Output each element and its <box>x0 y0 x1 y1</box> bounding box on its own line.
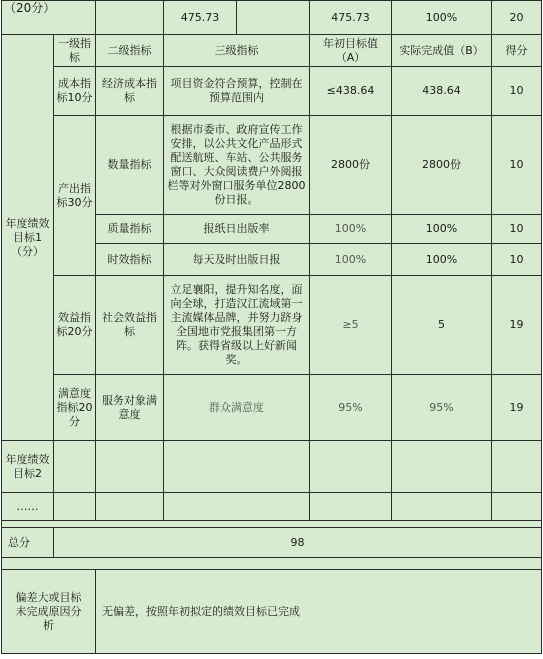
level3-cell: 根据市委市、政府宣传工作安排，以公共文化产品形式配送航班、车站、公共服务窗口、大众阅读费户外阅报栏等对外窗口服务单位2800份日报。 <box>164 116 310 215</box>
actual-cell: 100% <box>392 244 492 276</box>
target-cell: ≤438.64 <box>310 67 392 116</box>
target-cell: 95% <box>310 375 392 441</box>
analysis-label: 偏差大或目标未完成原因分析 <box>2 570 96 654</box>
total-value: 98 <box>54 528 542 558</box>
goal2-row <box>2 441 542 493</box>
spacer-row <box>2 521 542 528</box>
ellipsis-row <box>2 493 542 521</box>
table-row <box>2 116 542 215</box>
score-cell: 10 <box>492 244 542 276</box>
ellipsis-cell: …… <box>2 493 54 521</box>
table-row <box>2 276 542 375</box>
header-level3: 三级指标 <box>164 35 310 67</box>
target-cell: 100% <box>310 215 392 244</box>
total-label: 总分 <box>2 528 54 558</box>
budget-cell-pair <box>164 1 310 35</box>
actual-cell: 5 <box>392 276 492 375</box>
budget-summary-row <box>2 1 542 35</box>
level3-cell: 报纸日出版率 <box>164 215 310 244</box>
header-actual: 实际完成值（B） <box>392 35 492 67</box>
level3-cell: 立足襄阳，提升知名度，面向全球，打造汉江流域第一主流媒体品牌，并努力跻身全国地市党报集团第一方阵。获得省级以上好新闻奖。 <box>164 276 310 375</box>
execution-rate-value: 100% <box>392 1 492 35</box>
spacer-row <box>2 558 542 570</box>
level1-output: 产出指标30分 <box>54 116 96 276</box>
goal1-label: 年度绩效目标1（分） <box>2 35 54 441</box>
level3-cell: 项目资金符合预算，控制在预算范围内 <box>164 67 310 116</box>
level1-satisfaction: 满意度指标20分 <box>54 375 96 441</box>
actual-cell: 438.64 <box>392 67 492 116</box>
goal2-label: 年度绩效目标2 <box>2 441 54 493</box>
target-cell: ≥5 <box>310 276 392 375</box>
header-level1: 一级指标 <box>54 35 96 67</box>
score-cell: 19 <box>492 276 542 375</box>
level2-cell: 时效指标 <box>96 244 164 276</box>
target-cell: 100% <box>310 244 392 276</box>
level3-cell: 群众满意度 <box>164 375 310 441</box>
actual-cell: 95% <box>392 375 492 441</box>
budget-actual-value: 475.73 <box>310 1 392 35</box>
header-level2: 二级指标 <box>96 35 164 67</box>
budget-score-value: 20 <box>492 1 542 35</box>
empty-cell <box>96 1 164 35</box>
analysis-text: 无偏差，按照年初拟定的绩效目标已完成 <box>96 570 542 654</box>
level2-cell: 数量指标 <box>96 116 164 215</box>
level2-cell: 经济成本指标 <box>96 67 164 116</box>
table-row <box>2 375 542 441</box>
total-row <box>2 528 542 558</box>
budget-initial-value: 475.73 <box>164 1 237 34</box>
target-cell: 2800份 <box>310 116 392 215</box>
actual-cell: 2800份 <box>392 116 492 215</box>
level1-benefit: 效益指标20分 <box>54 276 96 375</box>
analysis-row <box>2 570 542 654</box>
score-cell: 19 <box>492 375 542 441</box>
level2-cell: 服务对象满意度 <box>96 375 164 441</box>
header-target: 年初目标值（A） <box>310 35 392 67</box>
performance-table <box>1 0 542 654</box>
level2-cell: 质量指标 <box>96 215 164 244</box>
level2-cell: 社会效益指标 <box>96 276 164 375</box>
level3-cell: 每天及时出版日报 <box>164 244 310 276</box>
score-cell: 10 <box>492 67 542 116</box>
header-row <box>2 35 542 67</box>
budget-score-label: （20分） <box>2 1 96 35</box>
table-row <box>2 67 542 116</box>
score-cell: 10 <box>492 116 542 215</box>
score-cell: 10 <box>492 215 542 244</box>
header-score: 得分 <box>492 35 542 67</box>
level1-cost: 成本指标10分 <box>54 67 96 116</box>
actual-cell: 100% <box>392 215 492 244</box>
